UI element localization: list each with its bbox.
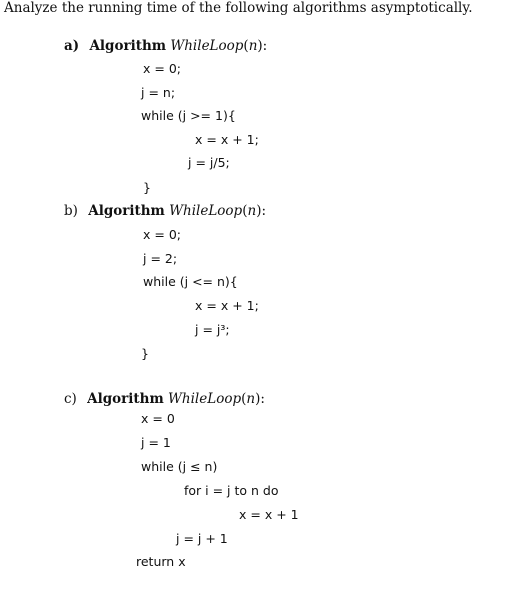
part-b-while: while (j <= n){ [143,274,238,289]
part-c-algorithm-param: n [246,391,256,407]
part-b-header: b) Algorithm WhileLoop(n): [64,203,267,219]
part-c-j-init: j = 1 [141,435,171,450]
part-c-while: while (j ≤ n) [141,459,218,474]
part-a-close-brace: } [143,180,151,195]
part-b-algorithm-name: WhileLoop [169,203,243,219]
part-a-x-init: x = 0; [143,61,181,76]
part-a-algorithm-keyword: Algorithm [89,38,167,54]
part-a-x-inc: x = x + 1; [195,132,259,147]
part-a-label: a) [64,38,80,54]
part-b-x-inc: x = x + 1; [195,298,259,313]
part-a-header: a) Algorithm WhileLoop(n): [64,38,268,54]
part-b-algorithm-keyword: Algorithm [88,203,165,219]
part-c-j-update: j = j + 1 [176,531,228,546]
part-c-return: return x [136,554,186,569]
part-c-label: c) [64,391,77,407]
part-b-algorithm-param: n [247,203,257,219]
part-c-header: c) Algorithm WhileLoop(n): [64,391,265,407]
part-b-x-init: x = 0; [143,227,181,242]
part-a-algorithm-name: WhileLoop [170,38,244,54]
part-b-j-init: j = 2; [143,251,178,266]
part-a-while: while (j >= 1){ [141,108,236,123]
part-a-j-update: j = j/5; [188,155,230,170]
part-a-j-init: j = n; [141,85,176,100]
part-c-x-init: x = 0 [141,411,175,426]
part-c-algorithm-keyword: Algorithm [87,391,164,407]
part-c-for: for i = j to n do [184,483,279,498]
part-a-algorithm-param: n [248,38,258,54]
part-c-algorithm-name: WhileLoop [168,391,242,407]
part-b-close-brace: } [141,346,149,361]
part-b-label: b) [64,203,78,219]
question-title: Analyze the running time of the following algorithms asymptotically. [4,0,473,16]
part-b-j-update: j = j³; [195,322,230,337]
part-c-x-inc: x = x + 1 [239,507,299,522]
